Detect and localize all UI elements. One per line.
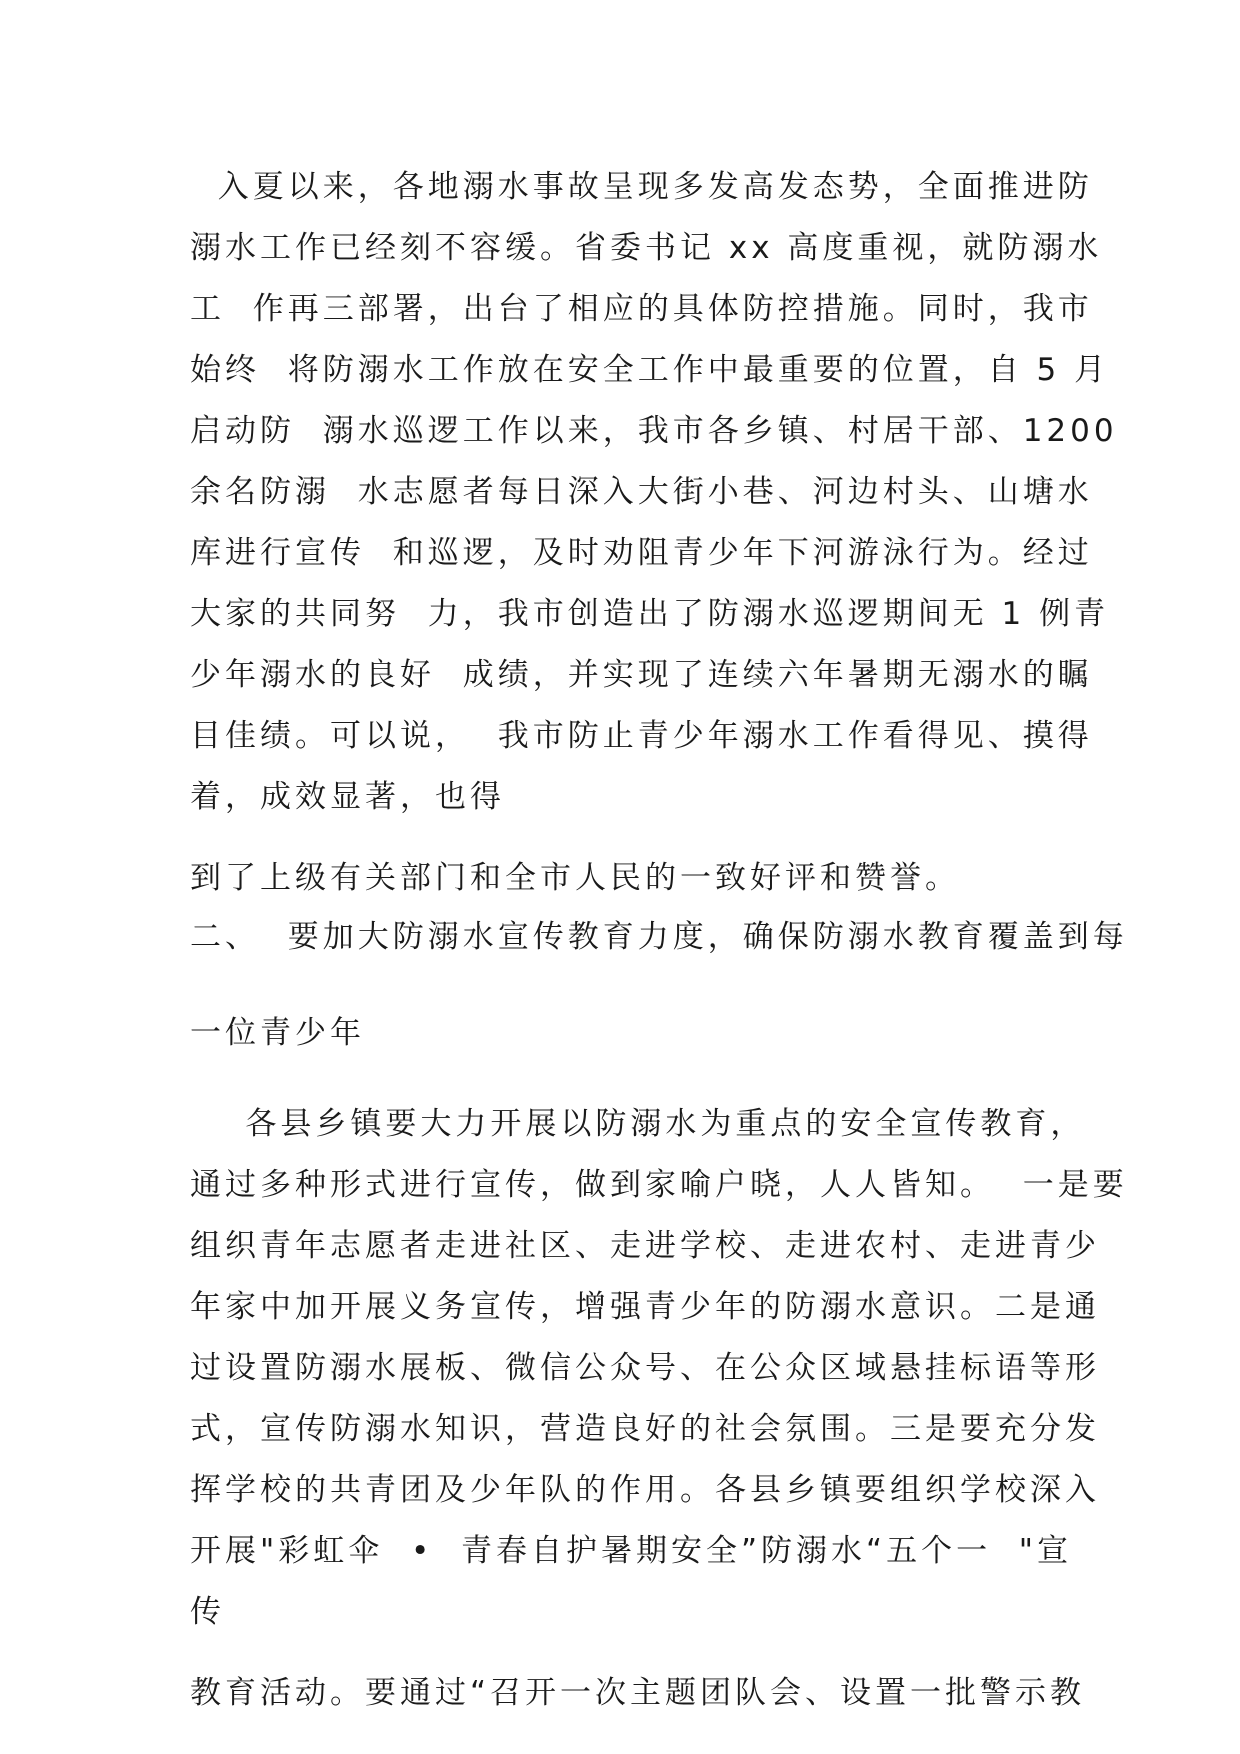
- paragraph-2-line-9: 传: [190, 1594, 225, 1630]
- paragraph-1-line-5: 启动防 溺水巡逻工作以来，我市各乡镇、村居干部、1200: [190, 413, 1118, 449]
- paragraph-2-line-3: 组织青年志愿者走进社区、走进学校、走进农村、走进青少: [190, 1228, 1100, 1264]
- paragraph-1-line-10: 目佳绩。可以说， 我市防止青少年溺水工作看得见、摸得: [190, 718, 1093, 754]
- paragraph-1-line-4: 始终 将防溺水工作放在安全工作中最重要的位置，自 5 月: [190, 352, 1110, 388]
- paragraph-2-line-8: 开展"彩虹伞 • 青春自护暑期安全”防溺水“五个一 "宣: [190, 1533, 1073, 1569]
- paragraph-1-line-9: 少年溺水的良好 成绩，并实现了连续六年暑期无溺水的瞩: [190, 657, 1093, 693]
- paragraph-2-line-4: 年家中加开展义务宣传，增强青少年的防溺水意识。二是通: [190, 1289, 1100, 1325]
- section-heading-2-cont: 一位青少年: [190, 1015, 365, 1051]
- paragraph-2-line-2: 通过多种形式进行宣传，做到家喻户晓，人人皆知。 一是要: [190, 1167, 1128, 1203]
- paragraph-1-line-3: 工 作再三部署，出台了相应的具体防控措施。同时，我市: [190, 291, 1093, 327]
- paragraph-1-end: 到了上级有关部门和全市人民的一致好评和赞誉。: [190, 860, 960, 896]
- section-heading-2: 二、 要加大防溺水宣传教育力度，确保防溺水教育覆盖到每: [190, 919, 1128, 955]
- paragraph-1-line-2: 溺水工作已经刻不容缓。省委书记 xx 高度重视，就防溺水: [190, 230, 1103, 266]
- paragraph-2-line-1: 各县乡镇要大力开展以防溺水为重点的安全宣传教育，: [190, 1106, 1086, 1142]
- paragraph-2-line-5: 过设置防溺水展板、微信公众号、在公众区域悬挂标语等形: [190, 1350, 1100, 1386]
- paragraph-1-line-7: 库进行宣传 和巡逻，及时劝阻青少年下河游泳行为。经过: [190, 535, 1093, 571]
- paragraph-1-line-11: 着，成效显著，也得: [190, 779, 505, 815]
- paragraph-1-line-6: 余名防溺 水志愿者每日深入大街小巷、河边村头、山塘水: [190, 474, 1093, 510]
- paragraph-1-line-1: 入夏以来，各地溺水事故呈现多发高发态势，全面推进防: [190, 169, 1093, 205]
- paragraph-2-line-7: 挥学校的共青团及少年队的作用。各县乡镇要组织学校深入: [190, 1472, 1100, 1508]
- paragraph-1-line-8: 大家的共同努 力，我市创造出了防溺水巡逻期间无 1 例青: [190, 596, 1110, 632]
- paragraph-2-line-6: 式，宣传防溺水知识，营造良好的社会氛围。三是要充分发: [190, 1411, 1100, 1447]
- paragraph-3-line-1: 教育活动。要通过“召开一次主题团队会、设置一批警示教: [190, 1675, 1086, 1711]
